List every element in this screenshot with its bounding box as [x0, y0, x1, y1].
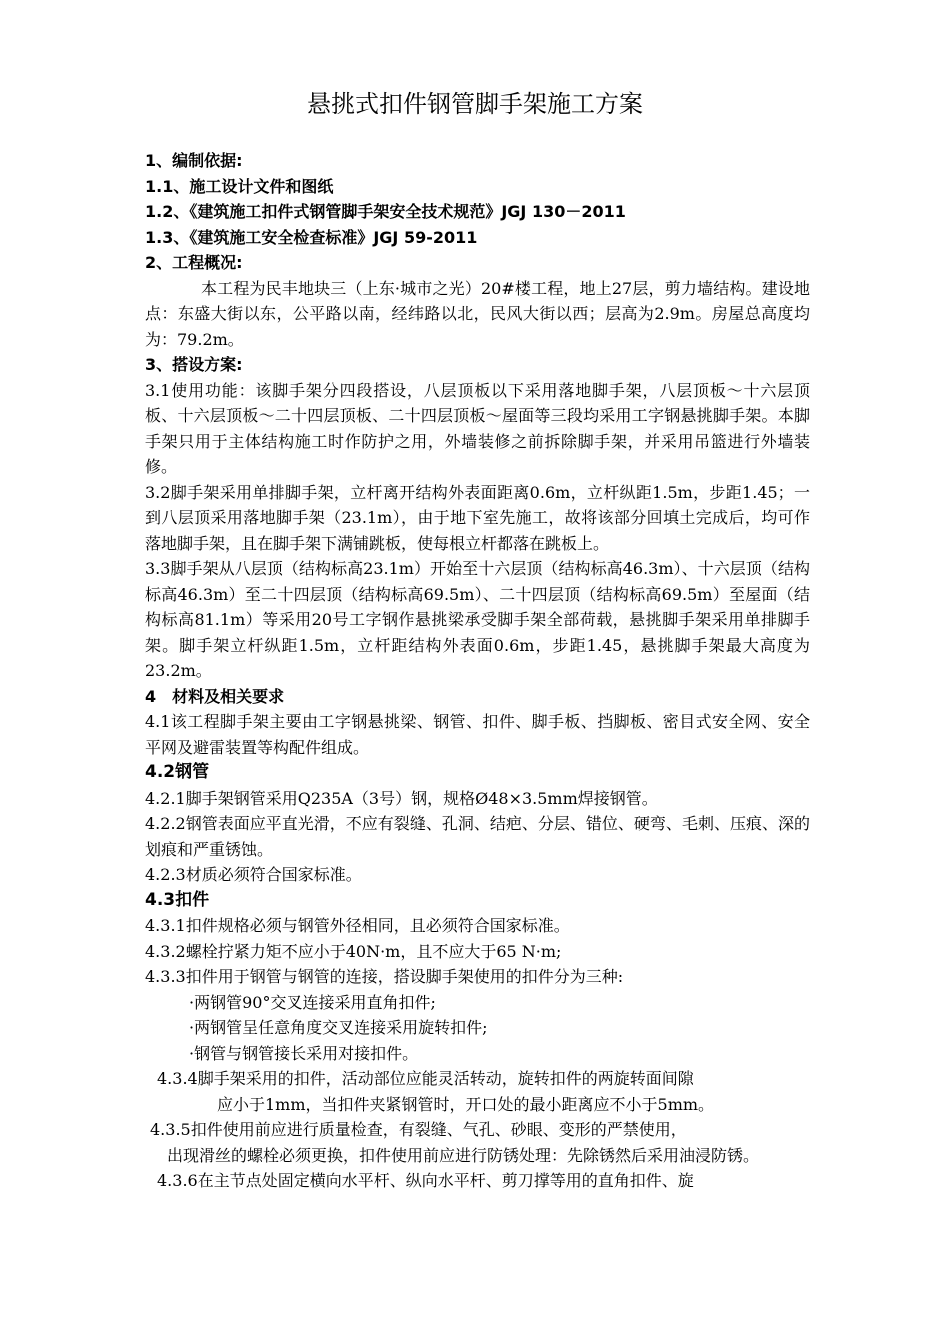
- reference-item: 1.3、《建筑施工安全检查标准》JGJ 59-2011: [145, 227, 478, 247]
- reference-item: 1.2、《建筑施工扣件式钢管脚手架安全技术规范》JGJ 130－2011: [145, 202, 626, 221]
- paragraph: 3.3脚手架从八层顶（结构标高23.1m）开始至十六层顶（结构标高46.3m）、十六层顶（结构标高46.3m）至二十四层顶（结构标高69.5m）、二十四层顶（结构标高69.5m）至屋面（结构标高81.1m）等采用20号工字钢作悬挑梁承受脚手架全部荷载，悬挑脚手架采用单排脚手架。脚手架立杆纵距1.5m，立杆距结构外表面0.6m，步距1.45，悬挑脚手架最大高度为23.2m。: [145, 559, 810, 680]
- section-heading: 4 材料及相关要求: [145, 686, 285, 706]
- section-heading: 2、工程概况:: [145, 253, 243, 272]
- subsection-heading: 4.2钢管: [145, 762, 210, 782]
- paragraph: 4.2.1脚手架钢管采用Q235A（3号）钢，规格Ø48×3.5mm焊接钢管。: [145, 788, 658, 808]
- paragraph: 3.1使用功能：该脚手架分四段搭设，八层顶板以下采用落地脚手架，八层顶板～十六层顶板、十六层顶板～二十四层顶板、二十四层顶板～屋面等三段均采用工字钢悬挑脚手架。本脚手架只用于主体结构施工时作防护之用，外墙装修之前拆除脚手架，并采用吊篮进行外墙装修。: [145, 380, 810, 476]
- paragraph: 4.1该工程脚手架主要由工字钢悬挑梁、钢管、扣件、脚手板、挡脚板、密目式安全网、安全平网及避雷装置等构配件组成。: [145, 712, 810, 757]
- paragraph: 4.2.2钢管表面应平直光滑，不应有裂缝、孔洞、结疤、分层、错位、硬弯、毛刺、压痕、深的划痕和严重锈蚀。: [145, 814, 810, 859]
- paragraph: 4.3.5扣件使用前应进行质量检查，有裂缝、气孔、砂眼、变形的严禁使用，: [150, 1120, 687, 1139]
- document-body: [145, 148, 810, 1194]
- subsection-heading: 4.3扣件: [145, 889, 210, 910]
- section-heading: 3、搭设方案:: [145, 355, 243, 374]
- reference-item: 1.1、施工设计文件和图纸: [145, 176, 334, 196]
- paragraph: 4.3.2螺栓拧紧力矩不应小于40N·m，且不应大于65 N·m;: [145, 941, 562, 961]
- paragraph: 4.3.3扣件用于钢管与钢管的连接，搭设脚手架使用的扣件分为三种:: [145, 967, 624, 986]
- paragraph: 4.3.6在主节点处固定横向水平杆、纵向水平杆、剪刀撑等用的直角扣件、旋: [157, 1171, 694, 1190]
- paragraph: 4.3.4脚手架采用的扣件，活动部位应能灵活转动，旋转扣件的两旋转面间隙: [157, 1069, 694, 1088]
- bullet-item: ·两钢管90°交叉连接采用直角扣件;: [189, 992, 436, 1012]
- paragraph: 4.2.3材质必须符合国家标准。: [145, 865, 362, 884]
- bullet-item: ·钢管与钢管接长采用对接扣件。: [189, 1043, 419, 1063]
- document-title: 悬挑式扣件钢管脚手架施工方案: [307, 90, 643, 118]
- section-heading: 1、编制依据:: [145, 151, 243, 170]
- paragraph: 4.3.1扣件规格必须与钢管外径相同，且必须符合国家标准。: [145, 916, 570, 935]
- paragraph-continuation: 出现滑丝的螺栓必须更换，扣件使用前应进行防锈处理：先除锈然后采用油浸防锈。: [167, 1145, 760, 1165]
- paragraph: 3.2脚手架采用单排脚手架，立杆离开结构外表面距离0.6m，立杆纵距1.5m，步距1.45；一到八层顶采用落地脚手架（23.1m），由于地下室先施工，故将该部分回填土完成后，均可作落地脚手架，且在脚手架下满铺跳板，使每根立杆都落在跳板上。: [145, 482, 810, 553]
- paragraph-continuation: 应小于1mm，当扣件夹紧钢管时，开口处的最小距离应不小于5mm。: [217, 1094, 715, 1114]
- bullet-item: ·两钢管呈任意角度交叉连接采用旋转扣件;: [189, 1018, 488, 1037]
- paragraph: 本工程为民丰地块三（上东·城市之光）20#楼工程，地上27层，剪力墙结构。建设地点：东盛大街以东，公平路以南，经纬路以北，民风大街以西；层高为2.9m。房屋总高度均为：79.2m。: [145, 278, 810, 349]
